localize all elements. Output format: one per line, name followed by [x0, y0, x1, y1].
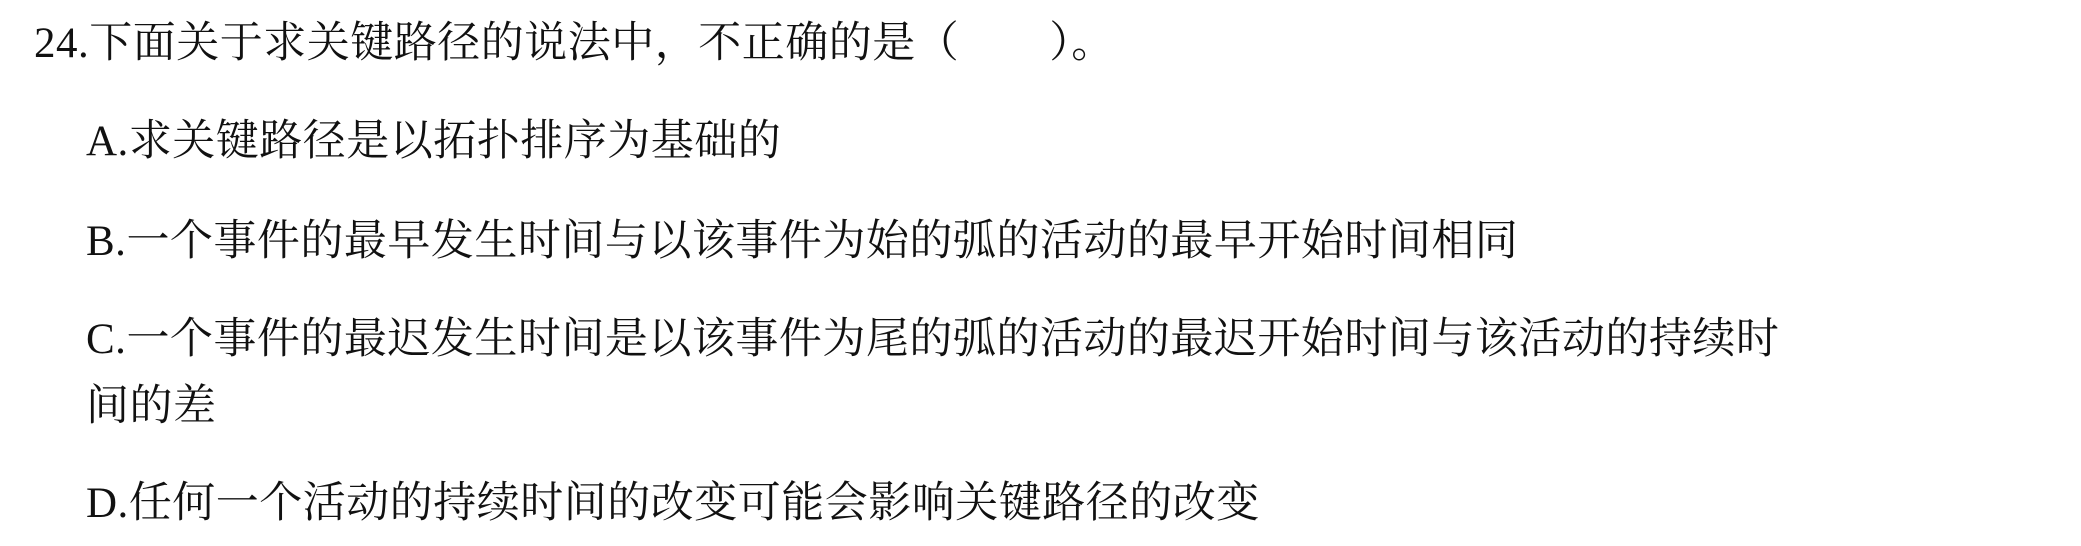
option-a-text: 求关键路径是以拓扑排序为基础的 — [128, 116, 782, 166]
question-stem — [34, 18, 1115, 68]
question-stem-text-after: ）。 — [1049, 18, 1115, 68]
option-c — [86, 314, 1780, 364]
option-c-text-line1: 一个事件的最迟发生时间是以该事件为尾的弧的活动的最迟开始时间与该活动的持续时 — [126, 314, 1780, 364]
option-d-text: 任何一个活动的持续时间的改变可能会影响关键路径的改变 — [128, 478, 1260, 528]
option-b — [86, 216, 1519, 266]
option-b-label: B. — [86, 218, 127, 265]
option-c-label: C. — [86, 316, 127, 363]
option-c-text-line2: 间的差 — [86, 381, 217, 431]
option-b-text: 一个事件的最早发生时间与以该事件为始的弧的活动的最早开始时间相同 — [126, 216, 1519, 266]
option-a-label: A. — [86, 118, 129, 165]
question-number: 24. — [34, 20, 90, 67]
option-d-label: D. — [86, 480, 129, 527]
option-a — [86, 116, 782, 166]
option-d — [86, 478, 1260, 528]
question-stem-text-before: 下面关于求关键路径的说法中，不正确的是（ — [89, 18, 960, 68]
option-c-continuation — [86, 381, 217, 431]
